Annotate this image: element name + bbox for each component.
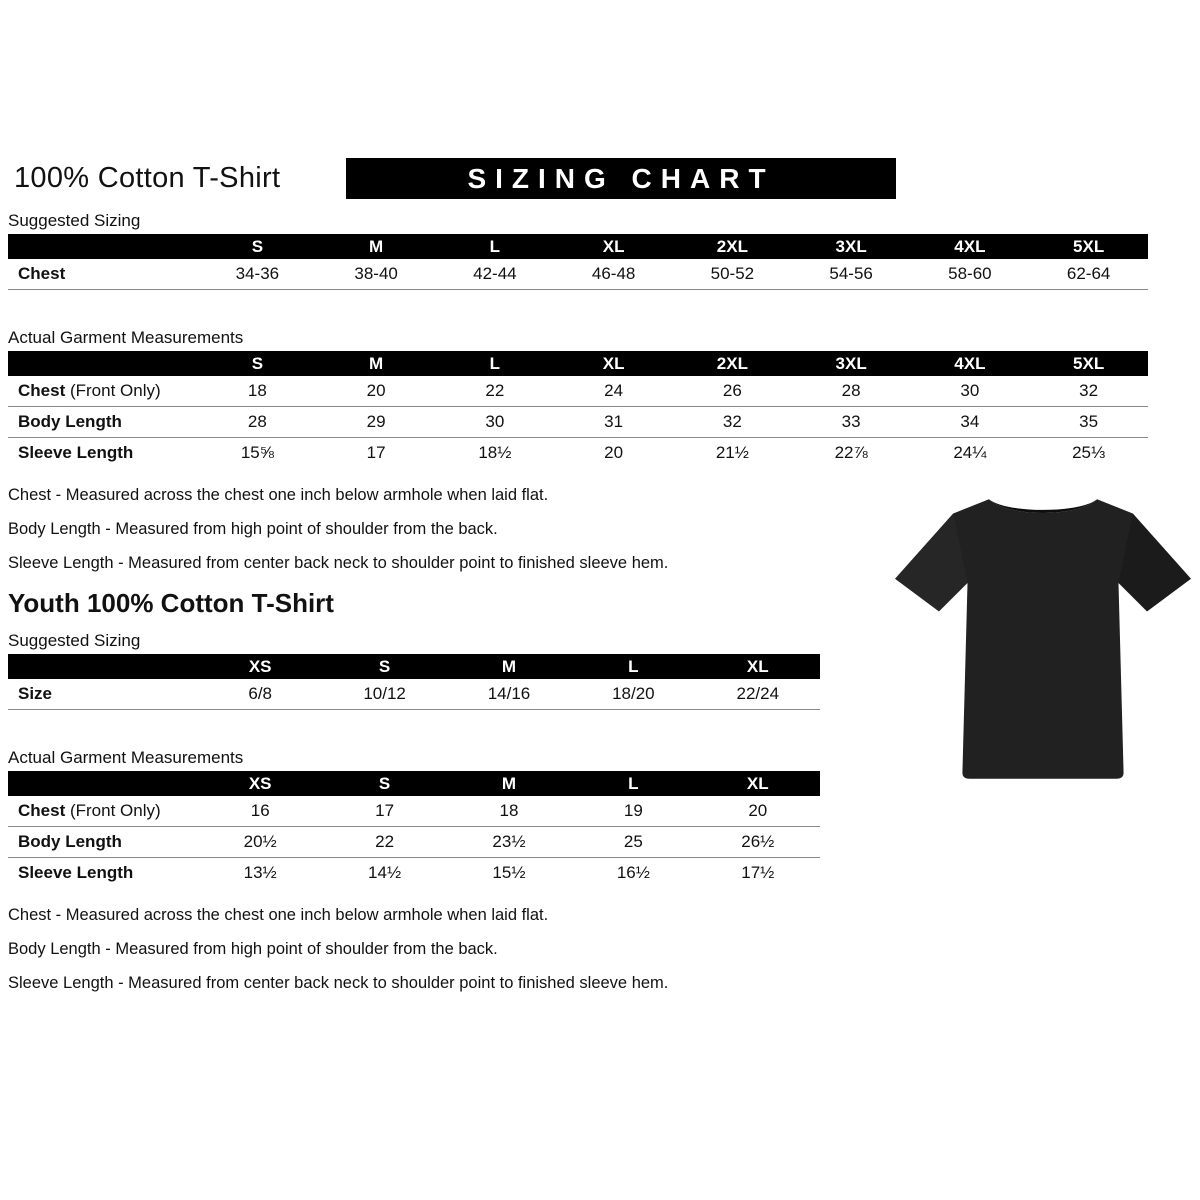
table-row [8, 827, 820, 858]
value-cell: 21½ [715, 443, 749, 462]
value-cell: 14/16 [487, 684, 531, 703]
value-cell: 18 [499, 801, 519, 820]
note-body-length: Body Length - Measured from high point of shoulder from the back. [8, 520, 498, 538]
size-header-cell: 4XL [911, 234, 1030, 259]
adult-product-title: 100% Cotton T-Shirt [14, 162, 281, 194]
value-cell: 16 [250, 801, 270, 820]
table-header-row [8, 351, 1148, 376]
adult-suggested-sizing-table [8, 234, 1148, 290]
size-header-cell: XL [696, 771, 820, 796]
youth-suggested-sizing-table [8, 654, 820, 710]
size-header-cell: XL [554, 234, 673, 259]
value-cell: 35 [1079, 412, 1099, 431]
size-header-cell: S [198, 234, 317, 259]
value-cell: 6/8 [248, 684, 273, 703]
row-label-cell [8, 796, 198, 827]
row-label: Sleeve Length [18, 443, 134, 462]
table-header-row [8, 771, 820, 796]
adult-actual-measurements-label: Actual Garment Measurements [8, 328, 244, 347]
value-cell: 10/12 [363, 684, 406, 703]
value-cell: 25⅓ [1072, 443, 1106, 462]
value-cell: 15½ [492, 863, 526, 882]
size-header-cell: L [571, 654, 695, 679]
value-cell: 32 [722, 412, 742, 431]
row-label-suffix: (Front Only) [65, 801, 161, 820]
size-header-cell: S [322, 771, 446, 796]
note-body-length: Body Length - Measured from high point of shoulder from the back. [8, 940, 498, 958]
value-cell: 30 [960, 381, 980, 400]
size-header-cell: S [322, 654, 446, 679]
row-label: Chest [18, 381, 66, 400]
table-row [8, 679, 820, 710]
table-header-row [8, 654, 820, 679]
table-row [8, 438, 1148, 469]
value-cell: 54-56 [829, 264, 873, 283]
value-cell: 22⅞ [834, 443, 868, 462]
size-header-cell: L [436, 234, 555, 259]
value-cell: 26½ [741, 832, 775, 851]
youth-product-title: Youth 100% Cotton T-Shirt [8, 588, 334, 618]
size-header-cell: 3XL [792, 234, 911, 259]
value-cell: 20 [748, 801, 768, 820]
value-cell: 62-64 [1066, 264, 1111, 283]
row-label: Chest [18, 801, 66, 820]
table-row [8, 796, 820, 827]
table-row [8, 376, 1148, 407]
value-cell: 29 [366, 412, 386, 431]
size-header-cell: XL [554, 351, 673, 376]
size-header-cell: L [436, 351, 555, 376]
value-cell: 20 [366, 381, 386, 400]
sizing-chart-banner: SIZING CHART [346, 158, 896, 199]
size-header-cell: 5XL [1029, 234, 1148, 259]
header-spacer-cell [8, 351, 198, 376]
row-label-cell [8, 438, 198, 469]
value-cell: 23½ [492, 832, 526, 851]
row-label: Size [18, 684, 53, 703]
row-label-suffix: (Front Only) [65, 381, 161, 400]
table-row [8, 259, 1148, 290]
youth-measurement-notes [8, 906, 1200, 993]
value-cell: 34-36 [235, 264, 280, 283]
size-header-cell: M [317, 234, 436, 259]
value-cell: 16½ [616, 863, 650, 882]
size-header-cell: XS [198, 654, 322, 679]
value-cell: 20½ [243, 832, 277, 851]
note-chest: Chest - Measured across the chest one inch below armhole when laid flat. [8, 906, 549, 924]
table-row [8, 858, 820, 889]
value-cell: 38-40 [354, 264, 398, 283]
note-chest: Chest - Measured across the chest one inch below armhole when laid flat. [8, 486, 549, 504]
value-cell: 24 [604, 381, 624, 400]
value-cell: 26 [722, 381, 742, 400]
value-cell: 13½ [243, 863, 277, 882]
value-cell: 17 [366, 443, 386, 462]
value-cell: 46-48 [591, 264, 636, 283]
black-tshirt-icon [890, 466, 1196, 816]
value-cell: 30 [485, 412, 505, 431]
top-heading-row [8, 158, 1200, 199]
value-cell: 42-44 [473, 264, 517, 283]
value-cell: 28 [841, 381, 861, 400]
size-header-cell: XS [198, 771, 322, 796]
youth-actual-measurements-table [8, 771, 820, 888]
value-cell: 14½ [368, 863, 402, 882]
header-spacer-cell [8, 771, 198, 796]
size-header-cell: L [571, 771, 695, 796]
row-label-cell [8, 376, 198, 407]
size-header-cell: S [198, 351, 317, 376]
row-label: Body Length [18, 412, 122, 431]
size-header-cell: 2XL [673, 351, 792, 376]
value-cell: 19 [623, 801, 643, 820]
value-cell: 34 [960, 412, 980, 431]
value-cell: 20 [604, 443, 624, 462]
row-label-cell [8, 259, 198, 290]
adult-actual-measurements-table [8, 351, 1148, 468]
size-header-cell: 3XL [792, 351, 911, 376]
note-sleeve-length: Sleeve Length - Measured from center back neck to shoulder point to finished sleeve hem. [8, 974, 669, 992]
size-header-cell: M [447, 771, 571, 796]
row-label: Chest [18, 264, 66, 283]
value-cell: 15⅝ [240, 443, 274, 462]
size-header-cell: XL [696, 654, 820, 679]
youth-actual-measurements-label: Actual Garment Measurements [8, 748, 244, 767]
value-cell: 24¼ [953, 443, 987, 462]
value-cell: 18/20 [612, 684, 655, 703]
value-cell: 33 [841, 412, 861, 431]
value-cell: 25 [623, 832, 643, 851]
tshirt-image [890, 466, 1196, 816]
row-label: Sleeve Length [18, 863, 134, 882]
value-cell: 58-60 [948, 264, 992, 283]
size-header-cell: 4XL [911, 351, 1030, 376]
value-cell: 17½ [741, 863, 775, 882]
table-row [8, 407, 1148, 438]
size-header-cell: M [447, 654, 571, 679]
value-cell: 32 [1079, 381, 1099, 400]
value-cell: 50-52 [710, 264, 755, 283]
value-cell: 18½ [478, 443, 512, 462]
row-label: Body Length [18, 832, 122, 851]
size-header-cell: 5XL [1029, 351, 1148, 376]
value-cell: 18 [247, 381, 267, 400]
value-cell: 22/24 [736, 684, 780, 703]
adult-suggested-sizing-label: Suggested Sizing [8, 211, 141, 230]
row-label-cell [8, 679, 198, 710]
value-cell: 17 [375, 801, 395, 820]
header-spacer-cell [8, 654, 198, 679]
youth-suggested-sizing-label: Suggested Sizing [8, 631, 141, 650]
row-label-cell [8, 827, 198, 858]
size-header-cell: M [317, 351, 436, 376]
value-cell: 22 [375, 832, 395, 851]
size-header-cell: 2XL [673, 234, 792, 259]
value-cell: 22 [485, 381, 505, 400]
value-cell: 28 [247, 412, 267, 431]
row-label-cell [8, 407, 198, 438]
value-cell: 31 [604, 412, 624, 431]
row-label-cell [8, 858, 198, 889]
note-sleeve-length: Sleeve Length - Measured from center back neck to shoulder point to finished sleeve hem. [8, 554, 669, 572]
table-header-row [8, 234, 1148, 259]
header-spacer-cell [8, 234, 198, 259]
